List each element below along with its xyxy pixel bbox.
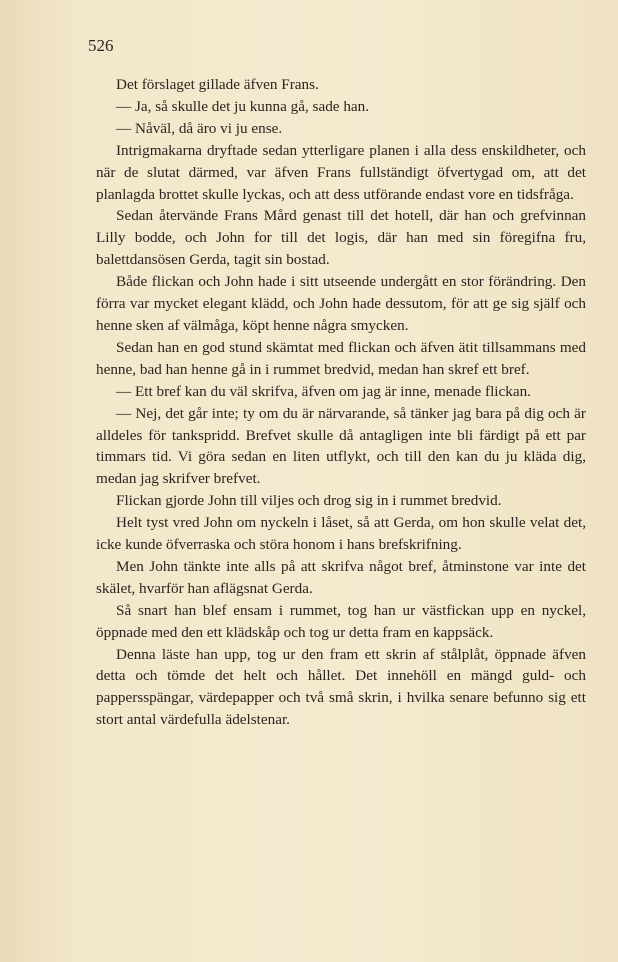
paragraph: Det förslaget gillade äfven Frans. (116, 76, 319, 93)
paragraph: Intrigmakarna dryftade sedan ytterligare planen i alla dess enskildheter, och när de slutat därmed, var äfven Frans fullständigt öfvertygad om, att det planlagda brottet skulle lyckas, och att dess utförande endast vore en tidsfråga. (96, 141, 586, 203)
paragraph: Sedan han en god stund skämtat med flickan och äfven ätit tillsammans med henne, bad han henne gå in i rummet bredvid, medan han skref ett bref. (96, 338, 586, 378)
paragraph: Så snart han blef ensam i rummet, tog han ur västfickan upp en nyckel, öppnade med den ett klädskåp och tog ur detta fram en kappsäck. (96, 601, 586, 641)
paragraph: — Ja, så skulle det ju kunna gå, sade han. (116, 97, 370, 115)
paragraph: Flickan gjorde John till viljes och drog sig in i rummet bredvid. (116, 492, 502, 510)
paragraph: Denna läste han upp, tog ur den fram ett skrin af stålplåt, öppnade äfven detta och tömde det helt och hållet. Det innehöll en mängd guld- och pappersspängar, värdepapper och två små skrin, i hvilka senare befunno sig ett stort antal värdefulla ädelstenar. (96, 645, 586, 729)
paragraph: — Nej, det går inte; ty om du är närvarande, så tänker jag bara på dig och är alldeles för tankspridd. Brefvet skulle då antagligen inte bli färdigt på ett par timmars tid. Vi göra sedan en liten utflykt, och till den kan du ju kläda dig, medan jag skrifver brefvet. (96, 404, 586, 488)
paragraph: — Ett bref kan du väl skrifva, äfven om jag är inne, menade flickan. (116, 382, 531, 400)
paragraph: — Nåväl, då äro vi ju ense. (116, 119, 283, 137)
paragraph: Både flickan och John hade i sitt utseende undergått en stor förändring. Den förra var mycket elegant klädd, och John hade dessutom, för att ge sig själf och henne sken af välmåga, köpt henne några smycken. (96, 273, 586, 334)
page-number: 526 (88, 36, 114, 55)
paragraph: Sedan återvände Frans Mård genast till det hotell, där han och grefvinnan Lilly bodde, och John for till det logis, där han med sin föregifna fru, balettdansösen Gerda, tagit sin bostad. (96, 207, 586, 269)
paragraph: Men John tänkte inte alls på att skrifva något bref, åtminstone var inte det skälet, hvarför han aflägsnat Gerda. (96, 557, 586, 597)
body-text (96, 74, 586, 731)
paragraph: Helt tyst vred John om nyckeln i låset, så att Gerda, om hon skulle velat det, icke kunde öfverraska och störa honom i hans brefskrifning. (96, 514, 586, 554)
